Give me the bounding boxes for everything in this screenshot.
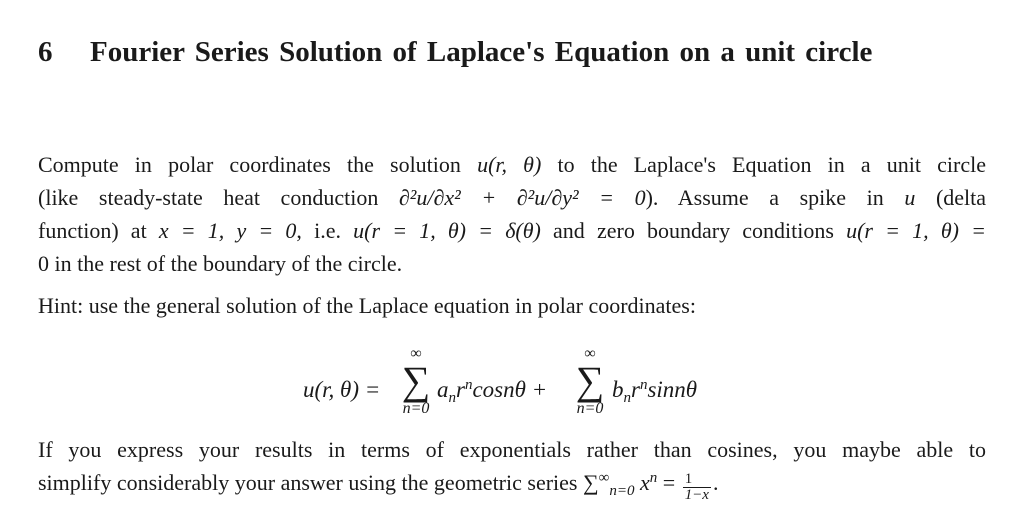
- geometric-series: [582, 470, 719, 503]
- sigma-symbol: ∑: [575, 358, 605, 403]
- series-exponent: n: [649, 470, 658, 486]
- sigma-symbol: ∑: [582, 470, 599, 495]
- problem-paragraph: [38, 148, 986, 280]
- superscript: n: [464, 377, 473, 393]
- text-line: [38, 181, 986, 214]
- text-run: and zero boundary conditions: [553, 218, 834, 243]
- text-line: [38, 466, 986, 503]
- equation-lhs: u(r, θ) =: [303, 377, 381, 402]
- math-inline: u(r = 1, θ) =: [846, 218, 986, 243]
- section-number: 6: [38, 36, 53, 68]
- math-inline: u: [904, 185, 916, 210]
- sigma-symbol: ∑: [401, 358, 431, 403]
- text-run: (like steady-state heat conduction: [38, 185, 379, 210]
- text-run: simplify considerably your answer using the geometric series: [38, 470, 578, 495]
- sine-term: [612, 377, 698, 406]
- series-var: x: [640, 470, 650, 495]
- sum-upper-limit: ∞: [410, 345, 422, 362]
- section-title: Fourier Series Solution of Laplace's Equation on a unit circle: [90, 36, 873, 68]
- fraction-numerator: 1: [683, 472, 711, 488]
- subscript: n: [448, 390, 456, 406]
- subscript: n: [623, 390, 631, 406]
- radius-var: r: [631, 377, 640, 402]
- text-line: [38, 247, 986, 280]
- superscript: n: [639, 377, 648, 393]
- text-run: function) at: [38, 218, 147, 243]
- math-inline: u(r, θ): [477, 152, 542, 177]
- hint-paragraph: [38, 289, 986, 322]
- sum-lower-limit: n=0: [576, 400, 604, 417]
- fraction-denominator: 1−x: [684, 487, 709, 503]
- text-run: in the rest of the boundary of the circle.: [54, 251, 403, 276]
- sum-lower-limit: n=0: [402, 400, 430, 417]
- fraction: [683, 472, 711, 503]
- text-run: Compute in polar coordinates the solution: [38, 152, 461, 177]
- math-inline: u(r = 1, θ) = δ(θ): [353, 218, 541, 243]
- equals-sign: =: [662, 470, 676, 495]
- text-line: [38, 148, 986, 181]
- sin-part: sinnθ: [647, 377, 698, 402]
- math-inline: x = 1, y = 0: [158, 218, 297, 243]
- summation-1: [396, 345, 436, 419]
- coef-a: a: [437, 377, 449, 402]
- series-lower: n=0: [609, 483, 635, 499]
- sum-upper-limit: ∞: [584, 345, 596, 362]
- text-run: (delta: [935, 185, 987, 210]
- series-upper: ∞: [598, 470, 610, 486]
- text-run: to the Laplace's Equation in a unit circle: [557, 152, 986, 177]
- closing-paragraph: [38, 433, 986, 503]
- text-line: [38, 214, 986, 247]
- text-line: If you express your results in terms of exponentials rather than cosines, you maybe able to: [38, 437, 986, 462]
- cosine-term: [437, 377, 548, 406]
- summation-2: [570, 345, 610, 419]
- coef-b: b: [612, 377, 624, 402]
- cos-part: cosnθ +: [472, 377, 548, 402]
- radius-var: r: [456, 377, 465, 402]
- hint-text: Hint: use the general solution of the Laplace equation in polar coordinates:: [38, 293, 696, 318]
- text-run: ). Assume a spike in: [645, 185, 884, 210]
- period: .: [712, 470, 719, 495]
- math-inline: ∂²u/∂x² + ∂²u/∂y² = 0: [398, 185, 646, 210]
- text-run: , i.e.: [296, 218, 341, 243]
- math-inline: 0: [38, 251, 49, 276]
